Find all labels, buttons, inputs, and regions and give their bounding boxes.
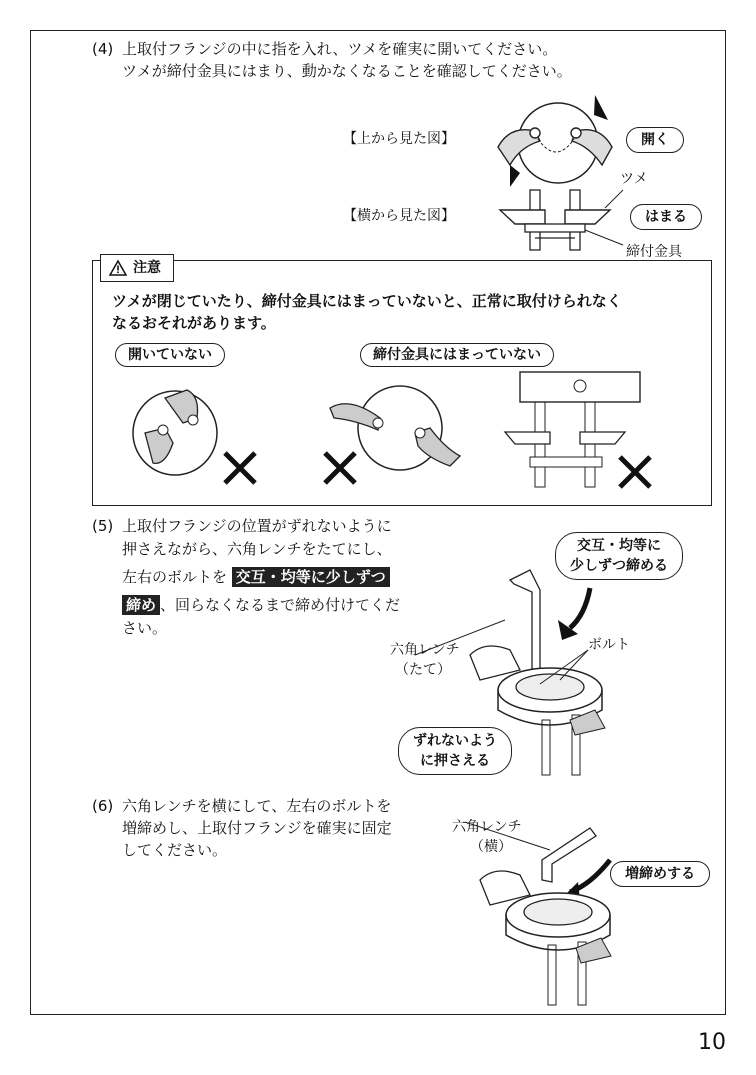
hold-pill-line1: ずれないよう — [413, 733, 497, 749]
not-fitted-pill: 締付金具にはまっていない — [360, 343, 554, 367]
step5-line2: 押さえながら、六角レンチをたてにし、 — [122, 540, 392, 558]
view-side-label: 【横から見た図】 — [343, 208, 455, 224]
tighten-more-pill: 増締めする — [610, 861, 710, 887]
bracket-label: 締付金具 — [626, 244, 682, 260]
step4-line2: ツメが締付金具にはまり、動かなくなることを確認してください。 — [122, 62, 572, 80]
step5-highlight-1: 交互・均等に少しずつ — [232, 567, 390, 587]
not-open-figure — [125, 378, 275, 488]
open-pill: 開く — [626, 127, 684, 153]
step4-line1: 上取付フランジの中に指を入れ、ツメを確実に開いてください。 — [122, 40, 558, 58]
top-view-figure — [490, 95, 620, 190]
not-open-pill: 開いていない — [115, 343, 225, 367]
warning-icon — [109, 260, 127, 276]
caution-line1: ツメが閉じていたり、締付金具にはまっていないと、正常に取付けられなく — [112, 292, 622, 310]
wrench-sub-horizontal: （横） — [470, 839, 512, 855]
hold-pill-line2: に押さえる — [420, 753, 490, 769]
fit-pill: はまる — [630, 204, 702, 230]
wrench-sub-vertical: （たて） — [395, 662, 451, 678]
tsume-label: ツメ — [620, 171, 648, 187]
step5-line3 — [122, 566, 390, 588]
side-view-figure — [495, 190, 625, 260]
bolt-label: ボルト — [588, 637, 630, 653]
step5-line4 — [122, 594, 400, 616]
caution-line2: なるおそれがあります。 — [112, 314, 276, 332]
step5-line1: 上取付フランジの位置がずれないように — [122, 517, 392, 535]
hold-pill — [398, 727, 512, 775]
step6-line3: してください。 — [122, 841, 228, 859]
step6-line2: 増締めし、上取付フランジを確実に固定 — [122, 819, 392, 837]
step6-number: (6) — [92, 797, 114, 815]
view-top-label: 【上から見た図】 — [343, 131, 455, 147]
tighten-pill-line1: 交互・均等に — [577, 538, 661, 554]
step5-line4-post: 、回らなくなるまで締め付けてくだ — [160, 596, 401, 614]
step4-number: (4) — [92, 40, 114, 58]
step6-line1: 六角レンチを横にして、左右のボルトを — [122, 797, 392, 815]
step6-figure — [480, 820, 640, 1010]
step5-highlight-2: 締め — [122, 595, 160, 615]
wrench-label-horizontal: 六角レンチ — [452, 819, 522, 835]
page-number: 10 — [698, 1030, 726, 1055]
tighten-pill-line2: 少しずつ締める — [570, 558, 668, 574]
caution-title: 注意 — [133, 260, 161, 276]
caution-tag — [100, 254, 174, 282]
step5-line5: さい。 — [122, 619, 168, 637]
not-fitted-figure-2 — [490, 372, 680, 490]
step5-number: (5) — [92, 517, 114, 535]
step5-line3-pre: 左右のボルトを — [122, 568, 228, 586]
wrench-label-vertical: 六角レンチ — [390, 642, 460, 658]
not-fitted-figure-1 — [320, 378, 470, 488]
